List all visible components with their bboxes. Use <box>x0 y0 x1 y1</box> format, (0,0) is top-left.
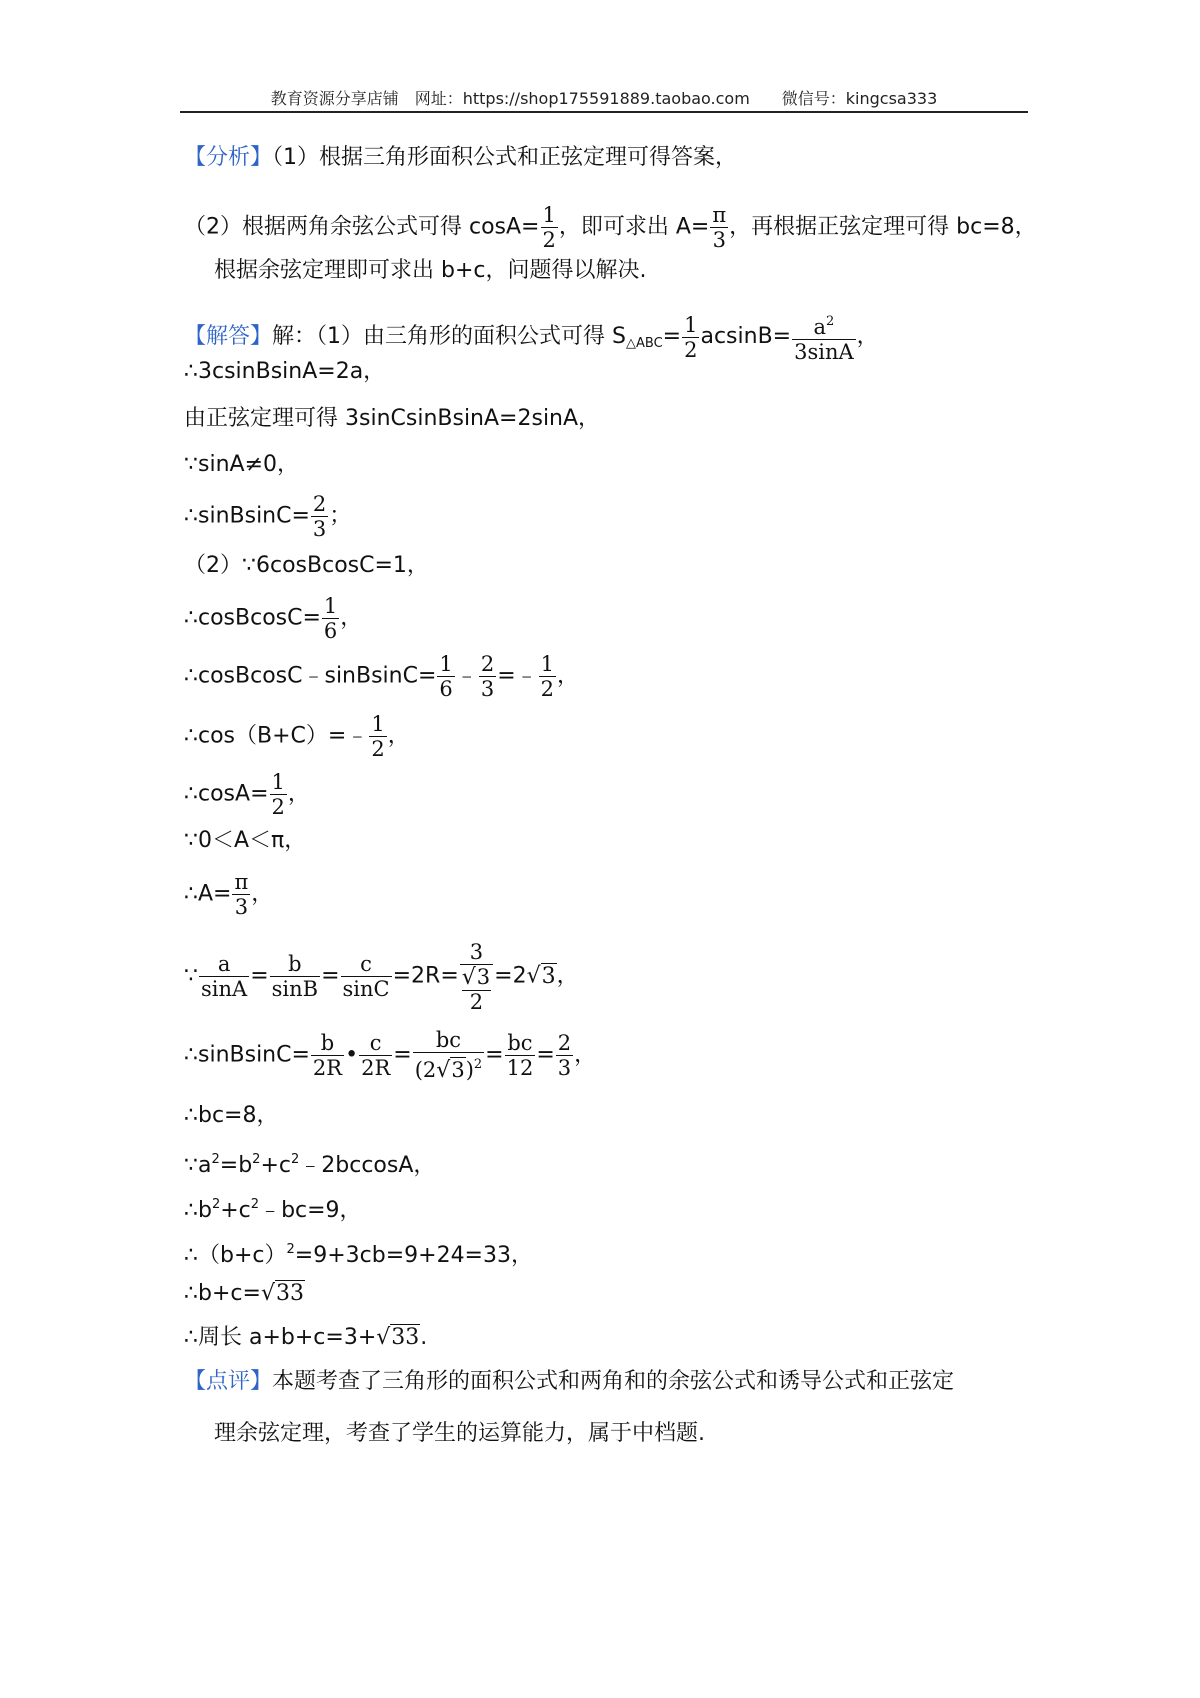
step-14: ∴bc=8， <box>184 1103 279 1128</box>
fraction: 3 √3 2 <box>460 940 493 1013</box>
step-17: $\therefore(b+c)^2=9+3cb=9+24=33$， <box>184 1242 533 1268</box>
analysis-line-2: （2）根据两角余弦公式可得 cosA= $\frac{1}{2}$ ，即可求出 A= $\frac{\pi}{3}$ ，再根据正弦定理可得 bc=8， <box>184 203 1037 252</box>
step-6: ∴cosBcosC= $\frac{1}{6}$ ， <box>184 594 363 643</box>
fraction: $\frac{2}{3}$ <box>557 1031 572 1080</box>
answer-line-intro: 【解答】解：（1）由三角形的面积公式可得 $S_{\triangle ABC}=$ $\frac{1}{2}$ acsinB= $\frac{a^2}{3\sin A}$ ， <box>184 310 879 364</box>
fraction: $\frac{1}{2}$ <box>542 203 556 252</box>
sqrt: √3 <box>526 963 556 989</box>
fraction: $\frac{1}{2}$ <box>371 712 385 761</box>
fraction: $\frac{c}{\sin C}$ <box>342 952 390 1001</box>
fraction: $\frac{\pi}{3}$ <box>712 203 727 252</box>
step-1: ∴3csinBsinA=2a， <box>184 359 386 384</box>
sqrt: √3 <box>461 965 491 990</box>
fraction: $\frac{b}{2R}$ <box>312 1031 343 1080</box>
step-15: $\because a^2=b^2+c^2﹣2bccosA$， <box>184 1152 436 1178</box>
analysis-line-1: 【分析】（1）根据三角形面积公式和正弦定理可得答案， <box>184 145 738 170</box>
fraction: $\frac{1}{6}$ <box>439 652 453 701</box>
fraction: $\frac{bc}{(2√3)^2}$ <box>414 1028 483 1083</box>
fraction: $\frac{1}{2}$ <box>271 770 285 819</box>
step-12: ∵ $\frac{a}{\sin A}$ = $\frac{b}{\sin B}$ = $\frac{c}{\sin C}$ =2R= 3 √3 2 =2√3， <box>184 940 579 1014</box>
fraction: $\frac{1}{6}$ <box>323 594 338 643</box>
review-line-1: 【点评】本题考查了三角形的面积公式和两角和的余弦公式和诱导公式和正弦定 <box>184 1369 955 1394</box>
step-7: ∴cosBcosC﹣sinBsinC= $\frac{1}{6}$ ﹣ $\frac{2}{3}$ =﹣ $\frac{1}{2}$ ， <box>184 652 580 701</box>
fraction: $\frac{bc}{12}$ <box>506 1031 534 1080</box>
step-19: ∴周长 a+b+c=3+√33. <box>184 1325 428 1350</box>
step-4: ∴sinBsinC= $\frac{2}{3}$ ； <box>184 492 352 541</box>
step-10: ∵0＜A＜π， <box>184 828 307 853</box>
step-9: ∴cosA= $\frac{1}{2}$ ， <box>184 770 310 819</box>
review-tag: 【点评】 <box>184 1369 273 1394</box>
step-5: （2）∵6cosBcosC=1， <box>184 553 429 578</box>
step-11: ∴A= $\frac{\pi}{3}$ ， <box>184 870 274 919</box>
step-18: ∴b+c=√33 <box>184 1281 304 1306</box>
step-8: ∴cos（B+C）=﹣ $\frac{1}{2}$ ， <box>184 712 410 761</box>
page-header: 教育资源分享店铺 网址：https://shop175591889.taobao.com 微信号：kingcsa333 <box>270 89 938 108</box>
fraction: $\frac{a}{\sin A}$ <box>201 952 248 1001</box>
sqrt: √33 <box>260 1281 304 1306</box>
fraction: $\frac{1}{2}$ <box>540 652 554 701</box>
fraction: $\frac{1}{2}$ <box>684 312 698 362</box>
sqrt: √33 <box>376 1325 420 1350</box>
step-13: ∴sinBsinC= $\frac{b}{2R}$ • $\frac{c}{2R}$ = $\frac{bc}{(2√3)^2}$ = $\frac{bc}{12}$ = $\frac{2}{3}$ ， <box>184 1028 597 1083</box>
answer-tag: 【解答】 <box>184 324 273 349</box>
fraction: $\frac{2}{3}$ <box>480 652 495 701</box>
fraction: $\frac{2}{3}$ <box>312 492 327 541</box>
header-rule <box>180 111 1028 113</box>
analysis-tag: 【分析】 <box>184 145 273 170</box>
step-16: $\therefore b^2+c^2﹣bc=9$， <box>184 1197 362 1223</box>
step-2: 由正弦定理可得 3sinCsinBsinA=2sinA， <box>184 406 601 431</box>
step-3: ∵sinA≠0， <box>184 452 299 477</box>
fraction: $\frac{b}{\sin B}$ <box>271 952 319 1001</box>
fraction: $\frac{\pi}{3}$ <box>234 870 249 919</box>
review-line-2: 理余弦定理，考查了学生的运算能力，属于中档题. <box>214 1421 705 1446</box>
fraction: $\frac{a^2}{3\sin A}$ <box>792 310 856 364</box>
analysis-line-3: 根据余弦定理即可求出 b+c，问题得以解决. <box>214 258 647 283</box>
fraction: $\frac{c}{2R}$ <box>361 1031 391 1080</box>
